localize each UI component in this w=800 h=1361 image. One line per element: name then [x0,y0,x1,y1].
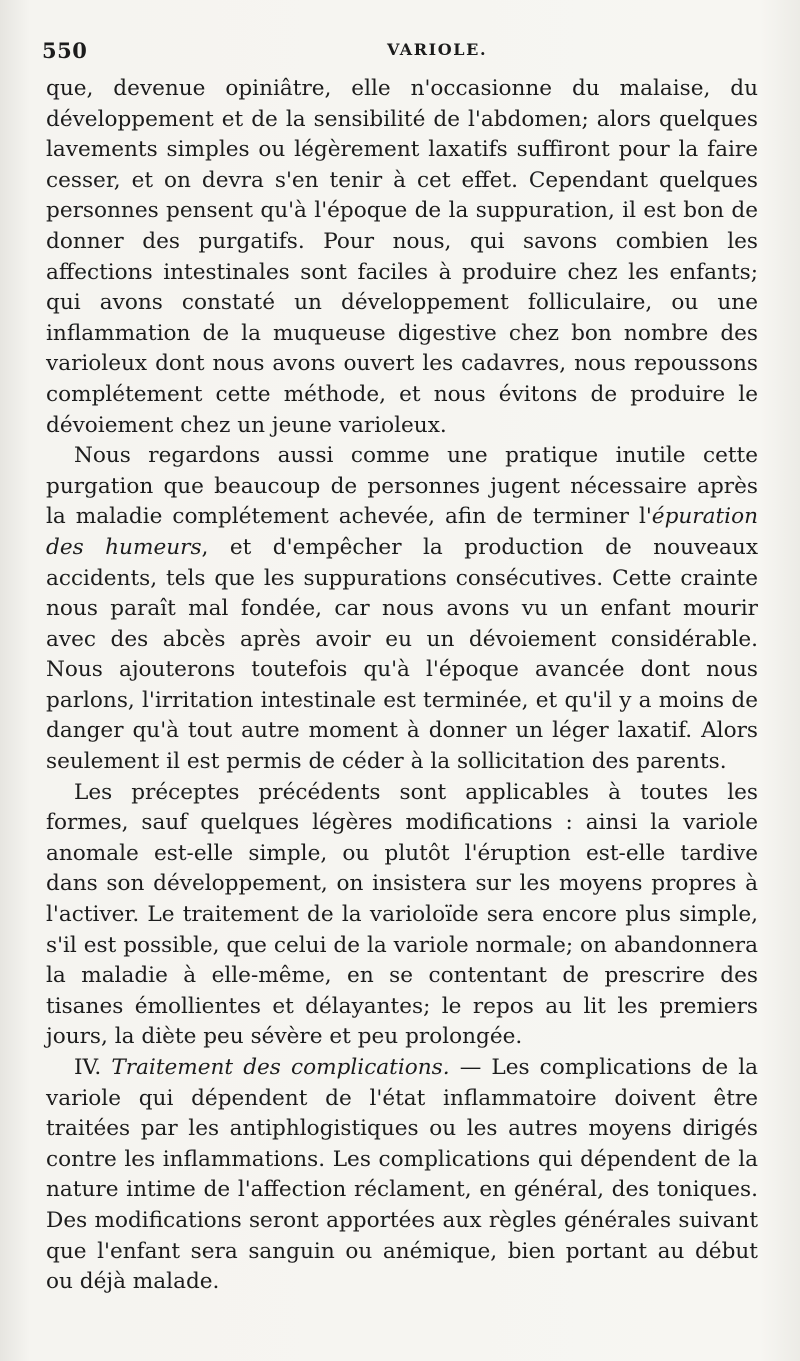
text-segment: — Les complications de la variole qui dépendent de l'état inflammatoire doivent être traitées par les antiphlogistiques ou les autres moyens dirigés contre les inflammations. Les complications qui dépendent de la nature intime de l'affection réclament, en général, des toniques. Des modifications seront apportées aux règles générales suivant que l'enfant sera sanguin ou anémique, bien portant au début ou déjà malade. [46,1055,759,1295]
paragraph [46,778,758,1053]
page-number: 550 [42,38,88,63]
section-number: IV. [74,1055,112,1080]
text-segment: que, devenue opiniâtre, elle n'occasionne du malaise, du développement et de la sensibilité de l'abdomen; alors quelques lavements simples ou légèrement laxatifs suffiront pour la faire cesser, et on devra s'en tenir à cet effet. Cependant quelques personnes pensent qu'à l'époque de la suppuration, il est bon de donner des purgatifs. Pour nous, qui savons combien les affections intestinales sont faciles à produire chez les enfants; qui avons constaté un développement folliculaire, ou une inflammation de la muqueuse digestive chez bon nombre des varioleux dont nous avons ouvert les cadavres, nous repoussons complétement cette méthode, et nous évitons de produire le dévoiement chez un jeune varioleux. [46,76,758,438]
page-header [42,38,752,68]
running-title: VARIOLE. [387,40,488,59]
text-segment: , et d'empêcher la production de nouveaux accidents, tels que les suppurations consécutives. Cette crainte nous paraît mal fondée, car nous avons vu un enfant mourir avec des abcès après avoir eu un dévoiement considérable. Nous ajouterons toutefois qu'à l'époque avancée dont nous parlons, l'irritation intestinale est terminée, et qu'il y a moins de danger qu'à tout autre moment à donner un léger laxatif. Alors seulement il est permis de céder à la sollicitation des parents. [46,534,758,775]
paragraph [46,441,758,778]
text-segment: Les préceptes précédents sont applicables à toutes les formes, sauf quelques légères modifications : ainsi la variole anomale est-elle simple, ou plutôt l'éruption est-elle tardive dans son développement, on insistera sur les moyens propres à l'activer. Le traitement de la varioloïde sera encore plus simple, s'il est possible, que celui de la variole normale; on abandonnera la maladie à elle-même, en se contentant de prescrire des tisanes émollientes et délayantes; le repos au lit les premiers jours, la diète peu sévère et peu prolongée. [46,779,758,1050]
section-heading: Traitement des complications. [111,1055,450,1080]
text-segment: Nous regardons aussi comme une pratique inutile cette purgation que beaucoup de personnes jugent nécessaire après la maladie complétement achevée, afin de terminer l' [46,443,758,530]
paragraph [46,74,758,441]
italic-segment: épuration des humeurs [46,504,758,560]
body-text [46,74,758,1298]
paragraph [46,1053,758,1298]
